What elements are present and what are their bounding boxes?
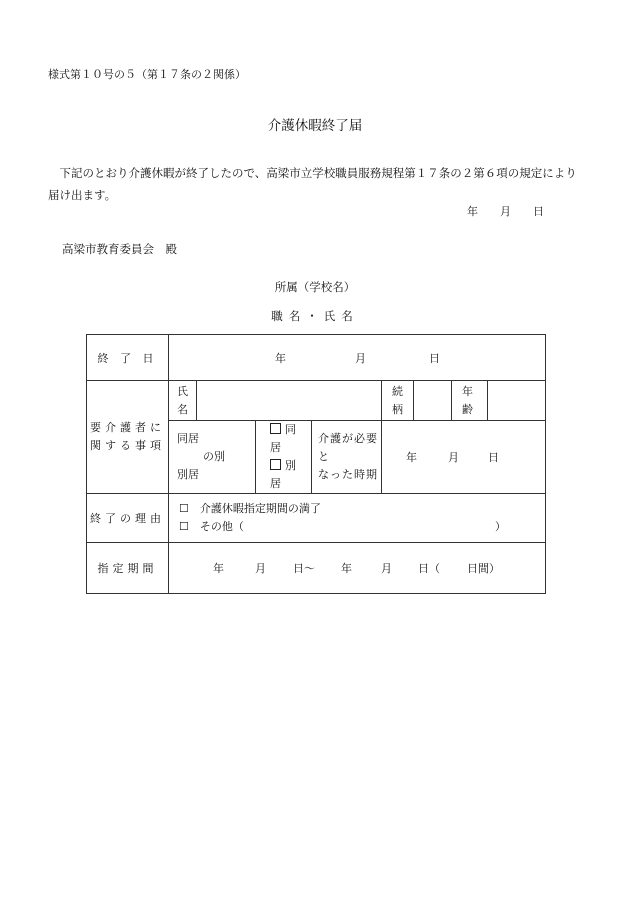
cohabit-options (256, 421, 312, 494)
cohabit-apart-option[interactable]: 別 居 (270, 459, 307, 490)
reason-options (169, 494, 546, 543)
submission-date (467, 203, 544, 219)
period-label: 指定期間 (87, 543, 169, 594)
end-date-label: 終 了 日 (87, 335, 169, 381)
form-table (86, 334, 546, 594)
body-text: 下記のとおり介護休暇が終了したので、高梁市立学校職員服務規程第１７条の２第６項の規定により届け出ます。 (48, 166, 577, 202)
end-year: 年 (275, 351, 286, 365)
affiliation-label: 所属（学校名） (274, 280, 356, 294)
name-title-label: 職名・氏名 (271, 309, 359, 323)
care-label-line2: 関する事項 (90, 439, 165, 452)
care-needed-label: 介護が必要と なった時期 (312, 421, 382, 494)
care-recipient-label (87, 381, 169, 494)
period-day: 日〜 (293, 562, 315, 575)
care-label-line1: 要介護者に (90, 421, 165, 434)
cohabit-together-option[interactable]: 同 居 (270, 423, 307, 454)
end-month: 月 (355, 351, 366, 365)
period-day2: 日（ (418, 562, 440, 575)
period-year2: 年 (341, 562, 352, 575)
relation-label: 続 柄 (382, 381, 414, 421)
date-month: 月 (500, 205, 511, 218)
age-field[interactable] (488, 381, 546, 421)
end-day: 日 (429, 351, 440, 365)
reason-other-option[interactable]: ☐ その他（ ） (179, 518, 545, 536)
period-days: 日間） (467, 562, 500, 575)
period-month: 月 (255, 562, 266, 575)
checkbox-icon[interactable] (270, 423, 281, 434)
need-day: 日 (488, 451, 499, 464)
reason-other-close: ） (495, 520, 506, 533)
relation-field[interactable] (414, 381, 452, 421)
period-month2: 月 (381, 562, 392, 575)
care-needed-date[interactable] (382, 421, 546, 494)
age-label: 年 齢 (452, 381, 488, 421)
cohabit-label: 同居 の別 別居 (169, 421, 256, 494)
end-date-field[interactable] (169, 335, 546, 381)
need-month: 月 (448, 451, 459, 464)
reason-expiry-option[interactable]: ☐ 介護休暇指定期間の満了 (179, 502, 321, 515)
period-year: 年 (213, 562, 224, 575)
addressee: 高梁市教育委員会 殿 (62, 242, 177, 256)
date-year: 年 (467, 205, 478, 218)
reason-label: 終了の理由 (87, 494, 169, 543)
need-year: 年 (406, 451, 417, 464)
form-number: 様式第１０号の５（第１７条の２関係） (48, 68, 246, 81)
name-field[interactable] (197, 381, 382, 421)
checkbox-icon[interactable] (270, 459, 281, 470)
name-label: 氏 名 (169, 381, 197, 421)
document-title: 介護休暇終了届 (267, 118, 363, 134)
date-day: 日 (533, 205, 544, 218)
period-field[interactable] (169, 543, 546, 594)
